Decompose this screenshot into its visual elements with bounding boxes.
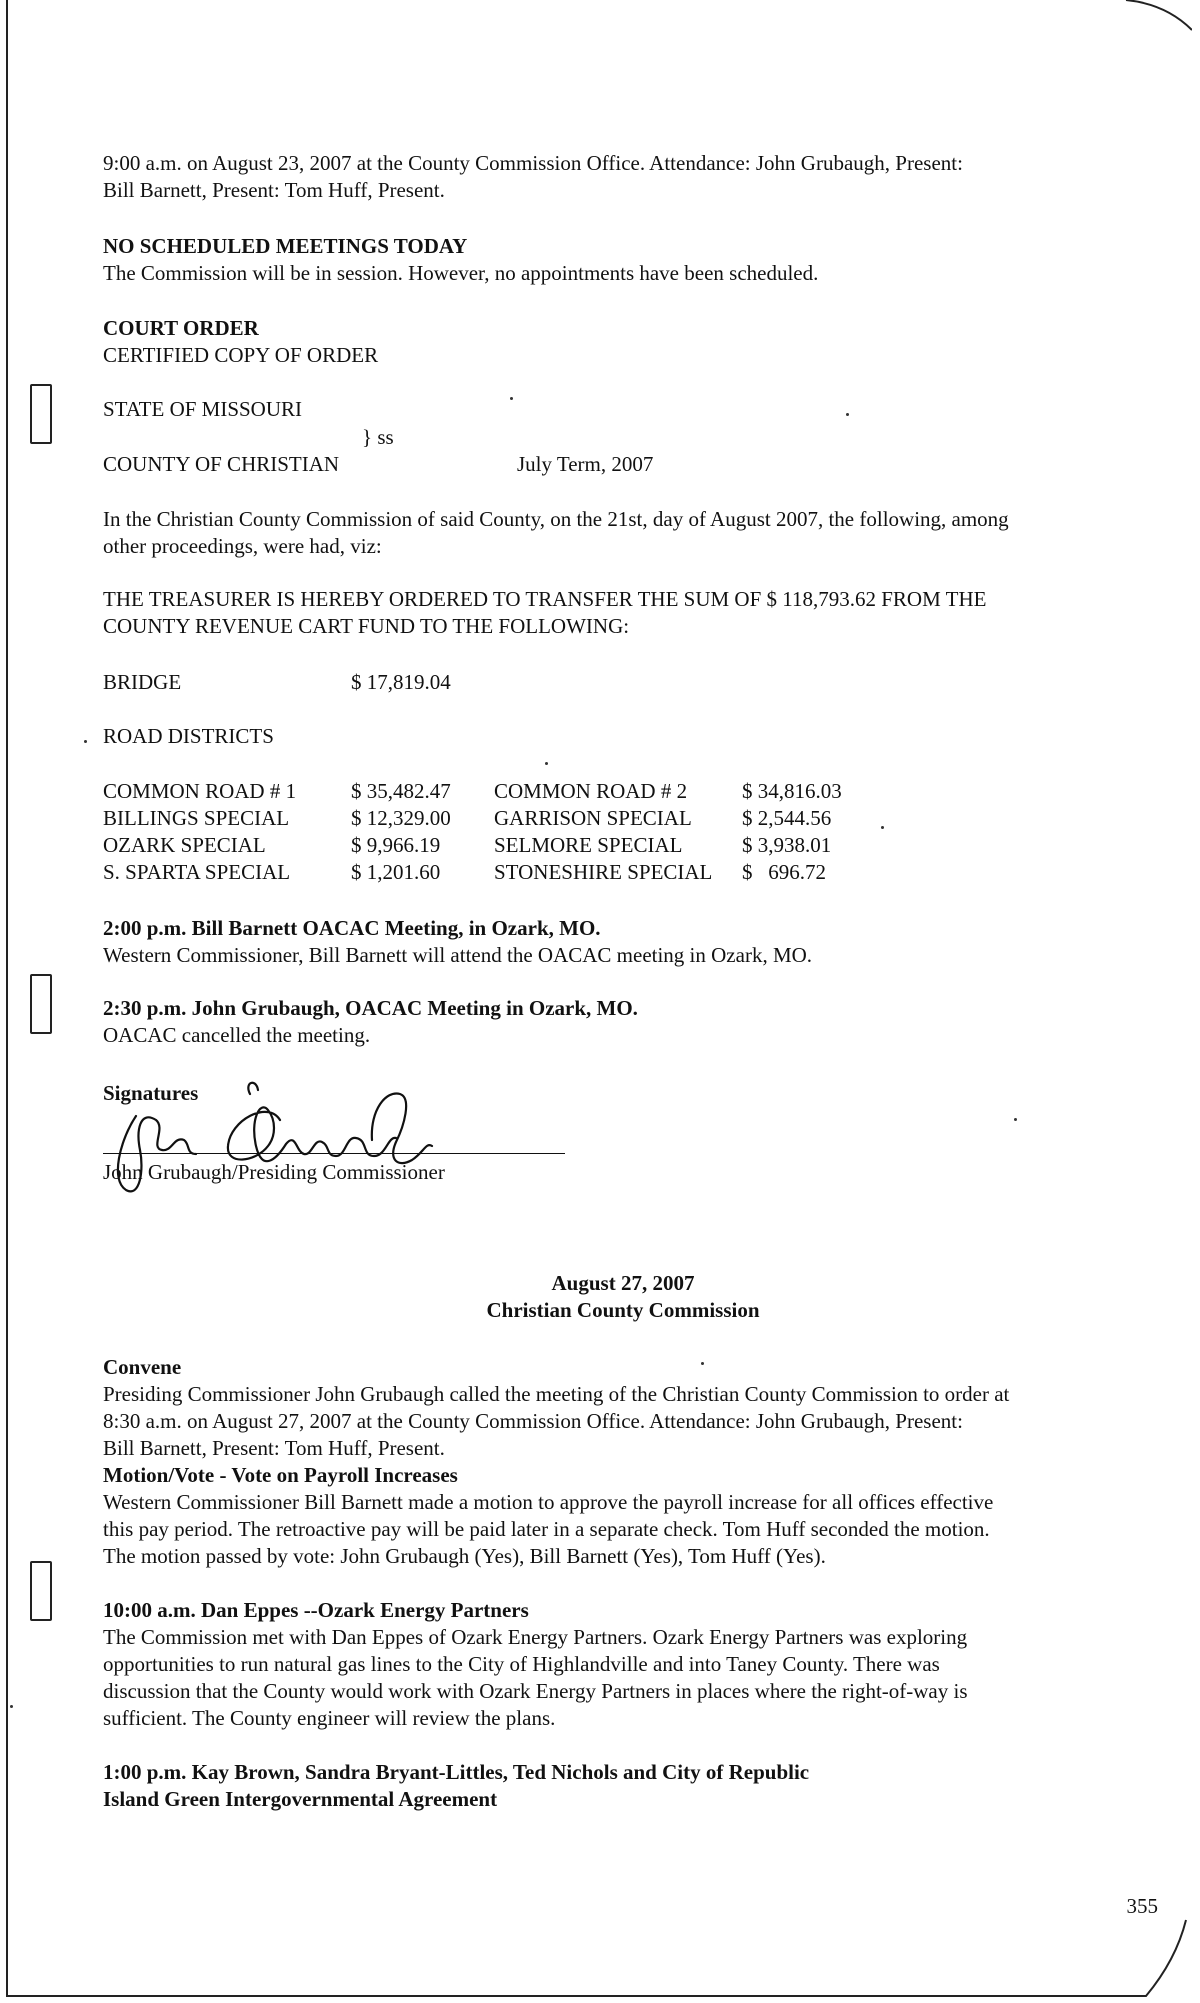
section-text: The Commission will be in session. However, no appointments have been scheduled. <box>103 261 819 285</box>
section-heading: 2:30 p.m. John Grubaugh, OACAC Meeting in Ozark, MO. <box>103 996 638 1020</box>
scan-speck <box>846 413 849 416</box>
no-meetings-section <box>103 233 1133 287</box>
scan-speck <box>545 762 548 765</box>
payroll-line: this pay period. The retroactive pay will be paid later in a separate check. Tom Huff seconded the motion. <box>103 1517 990 1541</box>
district-label: COMMON ROAD # 2 <box>494 779 688 803</box>
eppes-line: discussion that the County would work with Ozark Energy Partners in places where the right-of-way is <box>103 1679 968 1703</box>
transfer-order <box>103 586 1133 640</box>
bridge-amount: $ 17,819.04 <box>351 670 451 694</box>
section-text: Western Commissioner, Bill Barnett will attend the OACAC meeting in Ozark, MO. <box>103 943 813 967</box>
proceedings-line: In the Christian County Commission of said County, on the 21st, day of August 2007, the following, among <box>103 507 1009 531</box>
county-label: COUNTY OF CHRISTIAN <box>103 452 340 476</box>
eppes-line: opportunities to run natural gas lines to the City of Highlandville and into Taney County. There was <box>103 1652 940 1676</box>
intro-line: Bill Barnett, Present: Tom Huff, Present. <box>103 178 445 202</box>
convene-line: Bill Barnett, Present: Tom Huff, Present. <box>103 1436 445 1460</box>
section-heading: 10:00 a.m. Dan Eppes --Ozark Energy Partners <box>103 1598 529 1622</box>
section-heading: Convene <box>103 1355 182 1379</box>
eppes-line: The Commission met with Dan Eppes of Ozark Energy Partners. Ozark Energy Partners was exploring <box>103 1625 968 1649</box>
state-label: STATE OF MISSOURI <box>103 397 303 421</box>
order-subheading: CERTIFIED COPY OF ORDER <box>103 343 379 367</box>
eppes-section <box>103 1597 1133 1732</box>
district-amount: $ 696.72 <box>742 860 826 884</box>
session-title: Christian County Commission <box>486 1298 760 1322</box>
binder-hole-mark <box>30 1561 52 1621</box>
district-label: SELMORE SPECIAL <box>494 833 683 857</box>
eppes-line: sufficient. The County engineer will review the plans. <box>103 1706 556 1730</box>
section-heading: Motion/Vote - Vote on Payroll Increases <box>103 1463 458 1487</box>
order-line: THE TREASURER IS HEREBY ORDERED TO TRANSFER THE SUM OF $ 118,793.62 FROM THE <box>103 587 987 611</box>
session-date: August 27, 2007 <box>551 1271 695 1295</box>
page-number: 355 <box>1126 1894 1158 1918</box>
section-text: OACAC cancelled the meeting. <box>103 1023 371 1047</box>
district-amount: $ 12,329.00 <box>351 806 451 830</box>
scan-speck <box>84 740 87 743</box>
binder-hole-mark <box>30 384 52 444</box>
signatures-heading: Signatures <box>103 1081 199 1105</box>
barnett-meeting-section <box>103 915 1133 969</box>
district-label: BILLINGS SPECIAL <box>103 806 290 830</box>
district-amount: $ 34,816.03 <box>742 779 842 803</box>
section-heading: 2:00 p.m. Bill Barnett OACAC Meeting, in Ozark, MO. <box>103 916 601 940</box>
payroll-line: The motion passed by vote: John Grubaugh (Yes), Bill Barnett (Yes), Tom Huff (Yes). <box>103 1544 826 1568</box>
term-label: July Term, 2007 <box>517 452 654 476</box>
scan-speck <box>10 1705 13 1708</box>
scan-speck <box>881 826 884 829</box>
handwritten-signature <box>100 1080 460 1200</box>
district-amount: $ 2,544.56 <box>742 806 832 830</box>
convene-line: 8:30 a.m. on August 27, 2007 at the County Commission Office. Attendance: John Grubaugh, Present: <box>103 1409 963 1433</box>
district-amount: $ 1,201.60 <box>351 860 441 884</box>
district-label: S. SPARTA SPECIAL <box>103 860 291 884</box>
court-order-header <box>103 315 1133 369</box>
proceedings-line: other proceedings, were had, viz: <box>103 534 382 558</box>
intro-paragraph <box>103 150 1133 204</box>
scan-speck <box>1014 1118 1017 1121</box>
bridge-label: BRIDGE <box>103 670 182 694</box>
district-label: COMMON ROAD # 1 <box>103 779 297 803</box>
section-heading: Island Green Intergovernmental Agreement <box>103 1787 498 1811</box>
payroll-line: Western Commissioner Bill Barnett made a motion to approve the payroll increase for all offices effective <box>103 1490 994 1514</box>
signature-caption: John Grubaugh/Presiding Commissioner <box>103 1160 445 1184</box>
intro-line: 9:00 a.m. on August 23, 2007 at the County Commission Office. Attendance: John Grubaugh, Present: <box>103 151 963 175</box>
section-heading: 1:00 p.m. Kay Brown, Sandra Bryant-Littles, Ted Nichols and City of Republic <box>103 1760 810 1784</box>
convene-section <box>103 1354 1133 1570</box>
binder-hole-mark <box>30 974 52 1034</box>
ss-bracket: } ss <box>362 425 394 449</box>
section-heading: NO SCHEDULED MEETINGS TODAY <box>103 234 468 258</box>
scan-speck <box>510 397 513 400</box>
convene-line: Presiding Commissioner John Grubaugh called the meeting of the Christian County Commission to order at <box>103 1382 1010 1406</box>
district-amount: $ 9,966.19 <box>351 833 441 857</box>
grubaugh-meeting-section <box>103 995 1133 1049</box>
section-heading: COURT ORDER <box>103 316 259 340</box>
district-label: GARRISON SPECIAL <box>494 806 692 830</box>
order-line: COUNTY REVENUE CART FUND TO THE FOLLOWING: <box>103 614 630 638</box>
road-districts-label: ROAD DISTRICTS <box>103 724 274 748</box>
republic-section <box>103 1759 1133 1813</box>
district-label: STONESHIRE SPECIAL <box>494 860 713 884</box>
district-amount: $ 3,938.01 <box>742 833 832 857</box>
district-label: OZARK SPECIAL <box>103 833 266 857</box>
district-amount: $ 35,482.47 <box>351 779 451 803</box>
proceedings-paragraph <box>103 506 1133 560</box>
